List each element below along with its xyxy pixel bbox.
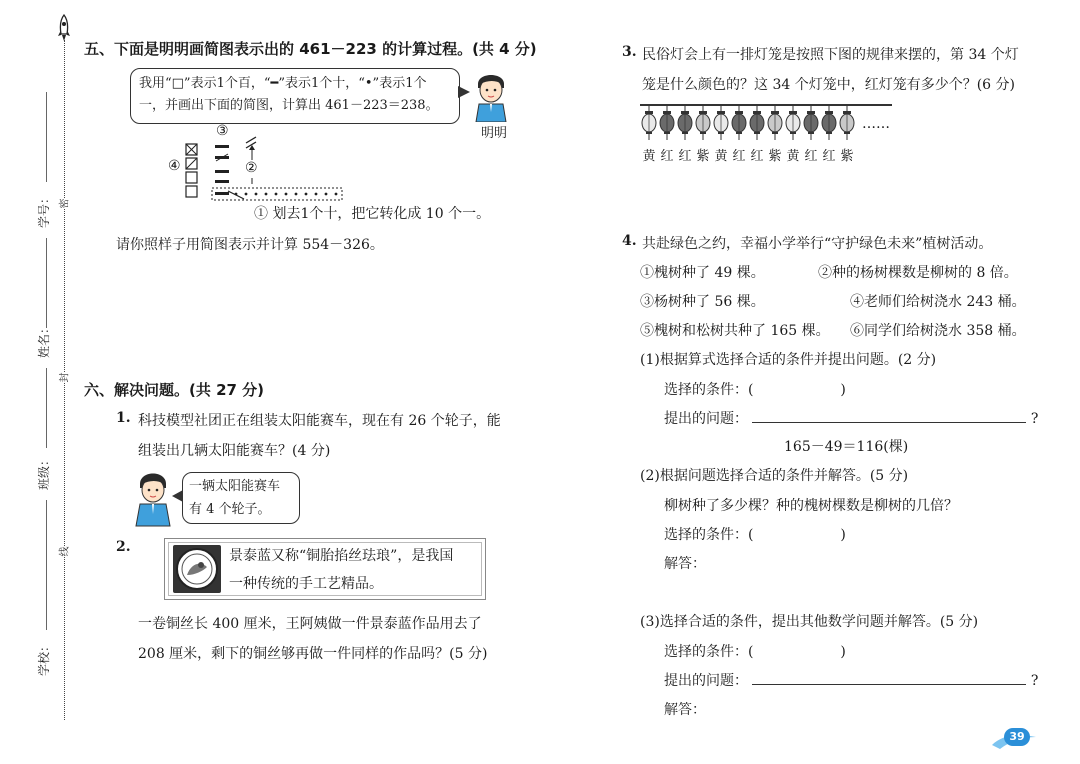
ask-answer-line[interactable] <box>752 671 1026 685</box>
student-id-label: 学号： <box>37 191 51 228</box>
lantern-ellipsis: …… <box>862 116 890 132</box>
lantern-color: 红 <box>732 149 746 164</box>
choose-row <box>664 379 846 399</box>
lantern-color: 紫 <box>696 149 710 164</box>
lantern-icon <box>732 105 746 140</box>
answer-label: 解答： <box>664 556 706 572</box>
section5-heading: 五、下面是明明画简图表示出的 461－223 的计算过程。(共 4 分) <box>84 40 537 58</box>
q1-line: 科技模型社团正在组装太阳能赛车，现在有 26 个轮子，能 <box>138 413 501 429</box>
lantern-icon <box>840 105 854 140</box>
class-label: 班级： <box>37 453 51 490</box>
condition: ②种的杨树棵数是柳树的 8 倍。 <box>818 265 1018 281</box>
q4-part1: (1)根据算式选择合适的条件并提出问题。(2 分) <box>640 352 937 368</box>
name-line <box>46 238 47 328</box>
ask-label: 提出的问题： <box>664 411 748 427</box>
lantern-icon <box>768 105 782 140</box>
lantern-color: 黄 <box>714 149 728 164</box>
lantern-icon <box>642 105 656 140</box>
step-marker: ② <box>245 160 258 176</box>
q4-part2: (2)根据问题选择合适的条件并解答。(5 分) <box>640 468 909 484</box>
condition: ⑤槐树和松树共种了 165 棵。 <box>640 323 830 339</box>
q3-line: 民俗灯会上有一排灯笼是按照下图的规律来摆的，第 34 个灯 <box>642 47 1019 63</box>
lantern-color: 红 <box>804 149 818 164</box>
section5-prompt: 请你照样子用简图表示并计算 554－326。 <box>116 237 384 253</box>
mingming-character <box>470 68 512 126</box>
q1-speech-bubble <box>182 472 300 524</box>
ask-answer-line[interactable] <box>752 409 1026 423</box>
speech-bubble <box>130 68 460 124</box>
choose-label: 选择的条件：( <box>664 644 754 660</box>
lanterns <box>640 102 860 142</box>
question-mark: ? <box>1030 411 1039 427</box>
question-mark: ? <box>1030 673 1039 689</box>
bubble-line: 我用“□”表示1个百，“━”表示1个十，“•”表示1个 <box>139 76 427 91</box>
q3-line: 笼是什么颜色的？这 34 个灯笼中，红灯笼有多少个？(6 分) <box>642 77 1015 93</box>
student-id-line <box>46 92 47 182</box>
p2-question: 柳树种了多少棵？种的槐树棵数是柳树的几倍？ <box>664 498 958 514</box>
character-name: 明明 <box>481 126 508 141</box>
bubble-tail <box>458 86 470 98</box>
lantern-color: 紫 <box>840 149 854 164</box>
bubble-line: 有 4 个轮子。 <box>189 502 271 517</box>
boy-character <box>130 468 176 532</box>
q4-intro: 共赴绿色之约，幸福小学举行“守护绿色未来”植树活动。 <box>642 236 993 252</box>
ask-row <box>664 670 1038 690</box>
question-number: 1. <box>116 410 131 426</box>
binding-margin <box>0 0 70 764</box>
bubble-line: 一，并画出下面的简图，计算出 461－223＝238。 <box>139 98 439 113</box>
lantern-color: 黄 <box>786 149 800 164</box>
lantern-color-labels <box>640 145 856 164</box>
info-line: 景泰蓝又称“铜胎掐丝珐琅”，是我国 <box>229 548 454 564</box>
q4-part3: (3)选择合适的条件，提出其他数学问题并解答。(5 分) <box>640 614 979 630</box>
choose-close: ) <box>840 644 846 660</box>
step-marker: ③ <box>216 123 229 139</box>
info-card <box>164 538 486 600</box>
seal-mark: 线 <box>56 547 71 557</box>
equation: 165－49＝116(棵) <box>784 439 909 455</box>
name-label: 姓名： <box>37 321 51 358</box>
choose-label: 选择的条件：( <box>664 527 754 543</box>
info-line: 一种传统的手工艺精品。 <box>229 576 383 592</box>
condition: ③杨树种了 56 棵。 <box>640 294 765 310</box>
lantern-row <box>640 102 900 142</box>
choose-row <box>664 641 846 661</box>
page-number: 39 <box>1004 728 1030 746</box>
school-line <box>46 500 47 630</box>
lantern-icon <box>678 105 692 140</box>
q2-line: 208 厘米，剩下的铜丝够再做一件同样的作品吗？(5 分) <box>138 646 488 662</box>
seal-mark: 封 <box>56 373 71 383</box>
choose-close: ) <box>840 382 846 398</box>
seal-mark: 密 <box>56 199 71 209</box>
condition: ⑥同学们给树浇水 358 桶。 <box>850 323 1026 339</box>
lantern-color: 红 <box>678 149 692 164</box>
bubble-line: 一辆太阳能赛车 <box>189 479 281 494</box>
choose-label: 选择的条件：( <box>664 382 754 398</box>
section6-heading: 六、解决问题。(共 27 分) <box>84 381 265 399</box>
answer-label: 解答： <box>664 702 706 718</box>
lantern-icon <box>822 105 836 140</box>
ask-row <box>664 408 1038 428</box>
condition: ①槐树种了 49 棵。 <box>640 265 765 281</box>
q1-line: 组装出几辆太阳能赛车？(4 分) <box>138 443 331 459</box>
lantern-icon <box>786 105 800 140</box>
question-number: 4. <box>622 233 637 249</box>
class-line <box>46 368 47 448</box>
school-label: 学校： <box>37 639 51 676</box>
question-number: 3. <box>622 44 637 60</box>
lantern-color: 黄 <box>642 149 656 164</box>
lantern-color: 红 <box>750 149 764 164</box>
lantern-icon <box>696 105 710 140</box>
q2-line: 一卷铜丝长 400 厘米，王阿姨做一件景泰蓝作品用去了 <box>138 616 482 632</box>
lantern-color: 紫 <box>768 149 782 164</box>
lantern-icon <box>714 105 728 140</box>
question-number: 2. <box>116 539 131 555</box>
choose-row <box>664 524 846 544</box>
ask-label: 提出的问题： <box>664 673 748 689</box>
lantern-icon <box>660 105 674 140</box>
step1-note: ① 划去1个十，把它转化成 10 个一。 <box>254 206 491 222</box>
condition: ④老师们给树浇水 243 桶。 <box>850 294 1026 310</box>
step-marker: ④ <box>168 158 181 174</box>
subtraction-diagram <box>160 122 360 202</box>
lantern-icon <box>804 105 818 140</box>
bubble-tail <box>172 490 183 502</box>
lantern-icon <box>750 105 764 140</box>
lantern-color: 红 <box>822 149 836 164</box>
lantern-color: 红 <box>660 149 674 164</box>
choose-close: ) <box>840 527 846 543</box>
cloisonne-plate-icon <box>173 545 221 597</box>
